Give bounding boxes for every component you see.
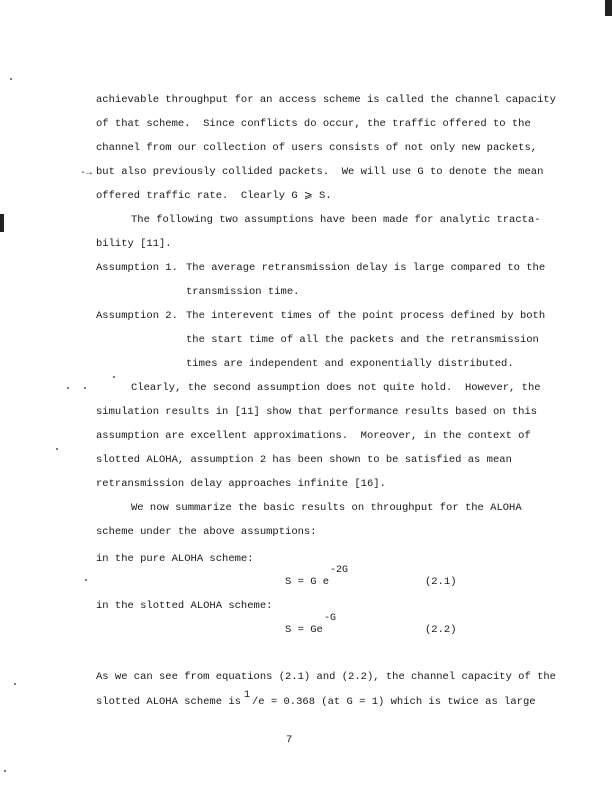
text-line: The following two assumptions have been made for analytic tracta- (131, 214, 541, 226)
scan-speck (85, 579, 87, 581)
text-line: but also previously collided packets. We will use G to denote the mean (96, 166, 544, 178)
assumption-2-text: The interevent times of the point process defined by both (186, 310, 546, 322)
scan-speck (56, 448, 58, 450)
text-line: of that scheme. Since conflicts do occur, the traffic offered to the (96, 118, 531, 130)
text-line: achievable throughput for an access scheme is called the channel capacity (96, 94, 556, 106)
scan-speck (14, 683, 16, 685)
equation-2-1-exponent: -2G (330, 565, 349, 576)
equation-2-2: S = Ge (285, 624, 323, 636)
assumption-1-text: The average retransmission delay is large compared to the (186, 262, 546, 274)
text-line: As we can see from equations (2.1) and (2.2), the channel capacity of the (96, 671, 556, 683)
assumption-2-text: the start time of all the packets and the retransmission (186, 334, 539, 346)
fraction-numerator: 1 (244, 690, 251, 701)
text-line: We now summarize the basic results on throughput for the ALOHA (131, 502, 522, 514)
assumption-1-label: Assumption 1. (96, 262, 178, 274)
left-edge-scan-mark (0, 214, 4, 232)
text-line: slotted ALOHA scheme is (96, 696, 241, 708)
scan-speck (113, 376, 115, 378)
slotted-aloha-label: in the slotted ALOHA scheme: (96, 600, 273, 612)
assumption-1-text: transmission time. (186, 286, 300, 298)
assumption-2-label: Assumption 2. (96, 310, 178, 322)
equation-2-1: S = G e (285, 576, 330, 588)
text-line: bility [11]. (96, 238, 172, 250)
text-line: simulation results in [11] show that performance results based on this (96, 406, 538, 418)
scan-speck (4, 770, 6, 772)
equation-2-1-number: (2.1) (425, 576, 457, 588)
text-line: assumption are excellent approximations. Moreover, in the context of (96, 430, 531, 442)
pure-aloha-label: in the pure ALOHA scheme: (96, 553, 254, 565)
scan-speck (67, 387, 69, 389)
equation-2-2-exponent: -G (324, 613, 337, 624)
scan-speck (10, 78, 12, 80)
text-line: scheme under the above assumptions: (96, 526, 317, 538)
text-line: offered traffic rate. Clearly G ⩾ S. (96, 190, 332, 202)
assumption-2-text: times are independent and exponentially distributed. (186, 358, 514, 370)
text-line: /e = 0.368 (at G = 1) which is twice as large (252, 696, 536, 708)
text-line: channel from our collection of users consists of not only new packets, (96, 142, 538, 154)
margin-arrow-mark: -→ (80, 168, 93, 179)
text-line: slotted ALOHA, assumption 2 has been shown to be satisfied as mean (96, 454, 512, 466)
equation-2-2-number: (2.2) (425, 624, 457, 636)
scan-speck (84, 387, 86, 389)
page-number: 7 (286, 734, 293, 746)
text-line: retransmission delay approaches infinite [16]. (96, 478, 386, 490)
corner-scan-mark (605, 0, 612, 16)
text-line: Clearly, the second assumption does not quite hold. However, the (131, 382, 541, 394)
